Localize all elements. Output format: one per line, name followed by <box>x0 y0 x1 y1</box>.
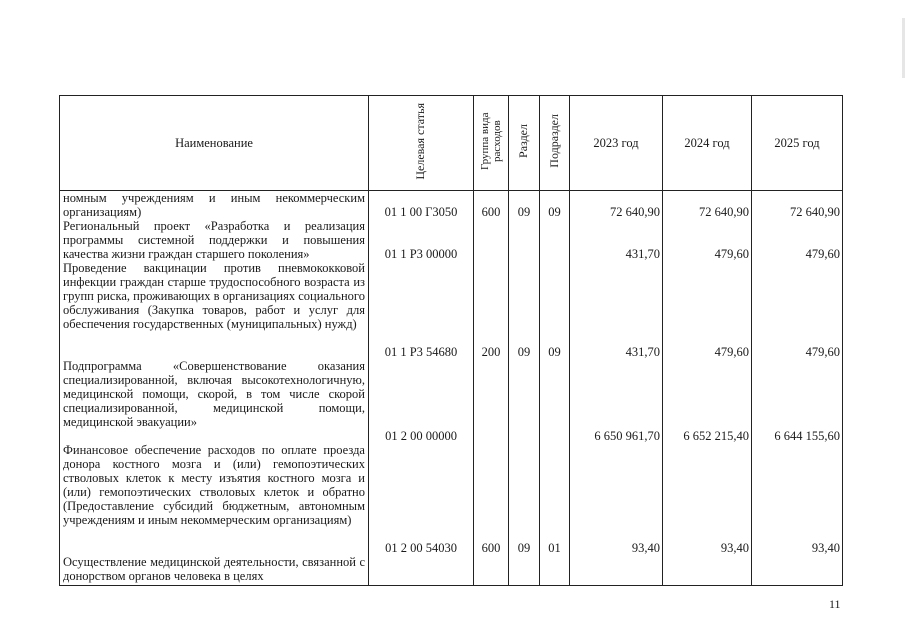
row-1-2023: 431,70 <box>625 247 660 261</box>
row-3-text: Подпрограмма «Совершенствование оказания специализированной, включая высокотехнологичную, медицинской помощи, скорой, в том числе скорой специализированной, медицинской помощи, медицинской эвакуации» <box>63 359 365 429</box>
header-2025: 2025 год <box>752 96 843 191</box>
row-0-section: 09 <box>517 205 531 219</box>
name-column <box>60 191 369 586</box>
row-2-2025: 479,60 <box>805 345 840 359</box>
header-name: Наименование <box>60 96 369 191</box>
row-3-2023: 6 650 961,70 <box>594 429 660 443</box>
group-column <box>474 191 509 586</box>
row-4-code: 01 2 00 54030 <box>385 541 457 555</box>
row-3-code: 01 2 00 00000 <box>385 429 457 443</box>
row-4-2024: 93,40 <box>720 541 749 555</box>
row-2-code: 01 1 Р3 54680 <box>384 345 458 359</box>
section-column <box>509 191 540 586</box>
row-2-2024: 479,60 <box>714 345 749 359</box>
header-section: Раздел <box>509 96 540 191</box>
row-1-2025: 479,60 <box>805 247 840 261</box>
row-1-text: Региональный проект «Разработка и реализация программы системной поддержки и повышения качества жизни граждан старшего поколения» <box>63 219 365 261</box>
budget-table <box>59 95 843 586</box>
row-4-2025: 93,40 <box>811 541 840 555</box>
page-number: 11 <box>829 597 841 611</box>
header-2023: 2023 год <box>570 96 663 191</box>
code-column <box>369 191 474 586</box>
row-4-2023: 93,40 <box>631 541 660 555</box>
row-0-2025: 72 640,90 <box>790 205 840 219</box>
row-4-text: Финансовое обеспечение расходов по оплате проезда донора костного мозга и (или) гемопоэтических стволовых клеток к месту изъятия костного мозга и (или) гемопоэтических стволовых клеток и обратно (Предоставление субсидий бюджетным, автономным учреждениям и иным некоммерческим организациям) <box>63 443 365 527</box>
row-2-2023: 431,70 <box>625 345 660 359</box>
row-4-subsection: 01 <box>548 541 561 555</box>
amount-2025-column <box>752 191 843 586</box>
row-3-2025: 6 644 155,60 <box>774 429 840 443</box>
header-target: Целевая статья <box>369 96 474 191</box>
row-2-group: 200 <box>481 345 501 359</box>
row-2-subsection: 09 <box>548 345 561 359</box>
row-0-2023: 72 640,90 <box>610 205 660 219</box>
amount-2024-column <box>663 191 752 586</box>
table-body-row <box>60 191 843 586</box>
row-0-2024: 72 640,90 <box>699 205 749 219</box>
row-2-text: Проведение вакцинации против пневмококковой инфекции граждан старше трудоспособного возраста из групп риска, проживающих в организациях социального обслуживания (Закупка товаров, работ и услуг для обеспечения государственных (муниципальных) нужд) <box>63 261 366 331</box>
table-header-row <box>60 96 843 191</box>
row-0-text: номным учреждениям и иным некоммерческим организациям) <box>63 191 365 219</box>
header-subsection: Подраздел <box>540 96 570 191</box>
header-2024: 2024 год <box>663 96 752 191</box>
row-0-subsection: 09 <box>548 205 561 219</box>
row-1-code: 01 1 Р3 00000 <box>384 247 458 261</box>
row-0-group: 600 <box>481 205 501 219</box>
row-1-2024: 479,60 <box>714 247 749 261</box>
row-0-code: 01 1 00 Г3050 <box>384 205 458 219</box>
row-3-2024: 6 652 215,40 <box>683 429 749 443</box>
subsection-column <box>540 191 570 586</box>
row-5-text: Осуществление медицинской деятельности, связанной с донорством органов человека в целях <box>63 555 365 583</box>
row-4-section: 09 <box>517 541 531 555</box>
row-4-group: 600 <box>481 541 501 555</box>
header-group: Группа вида расходов <box>474 96 509 191</box>
amount-2023-column <box>570 191 663 586</box>
row-2-section: 09 <box>517 345 531 359</box>
